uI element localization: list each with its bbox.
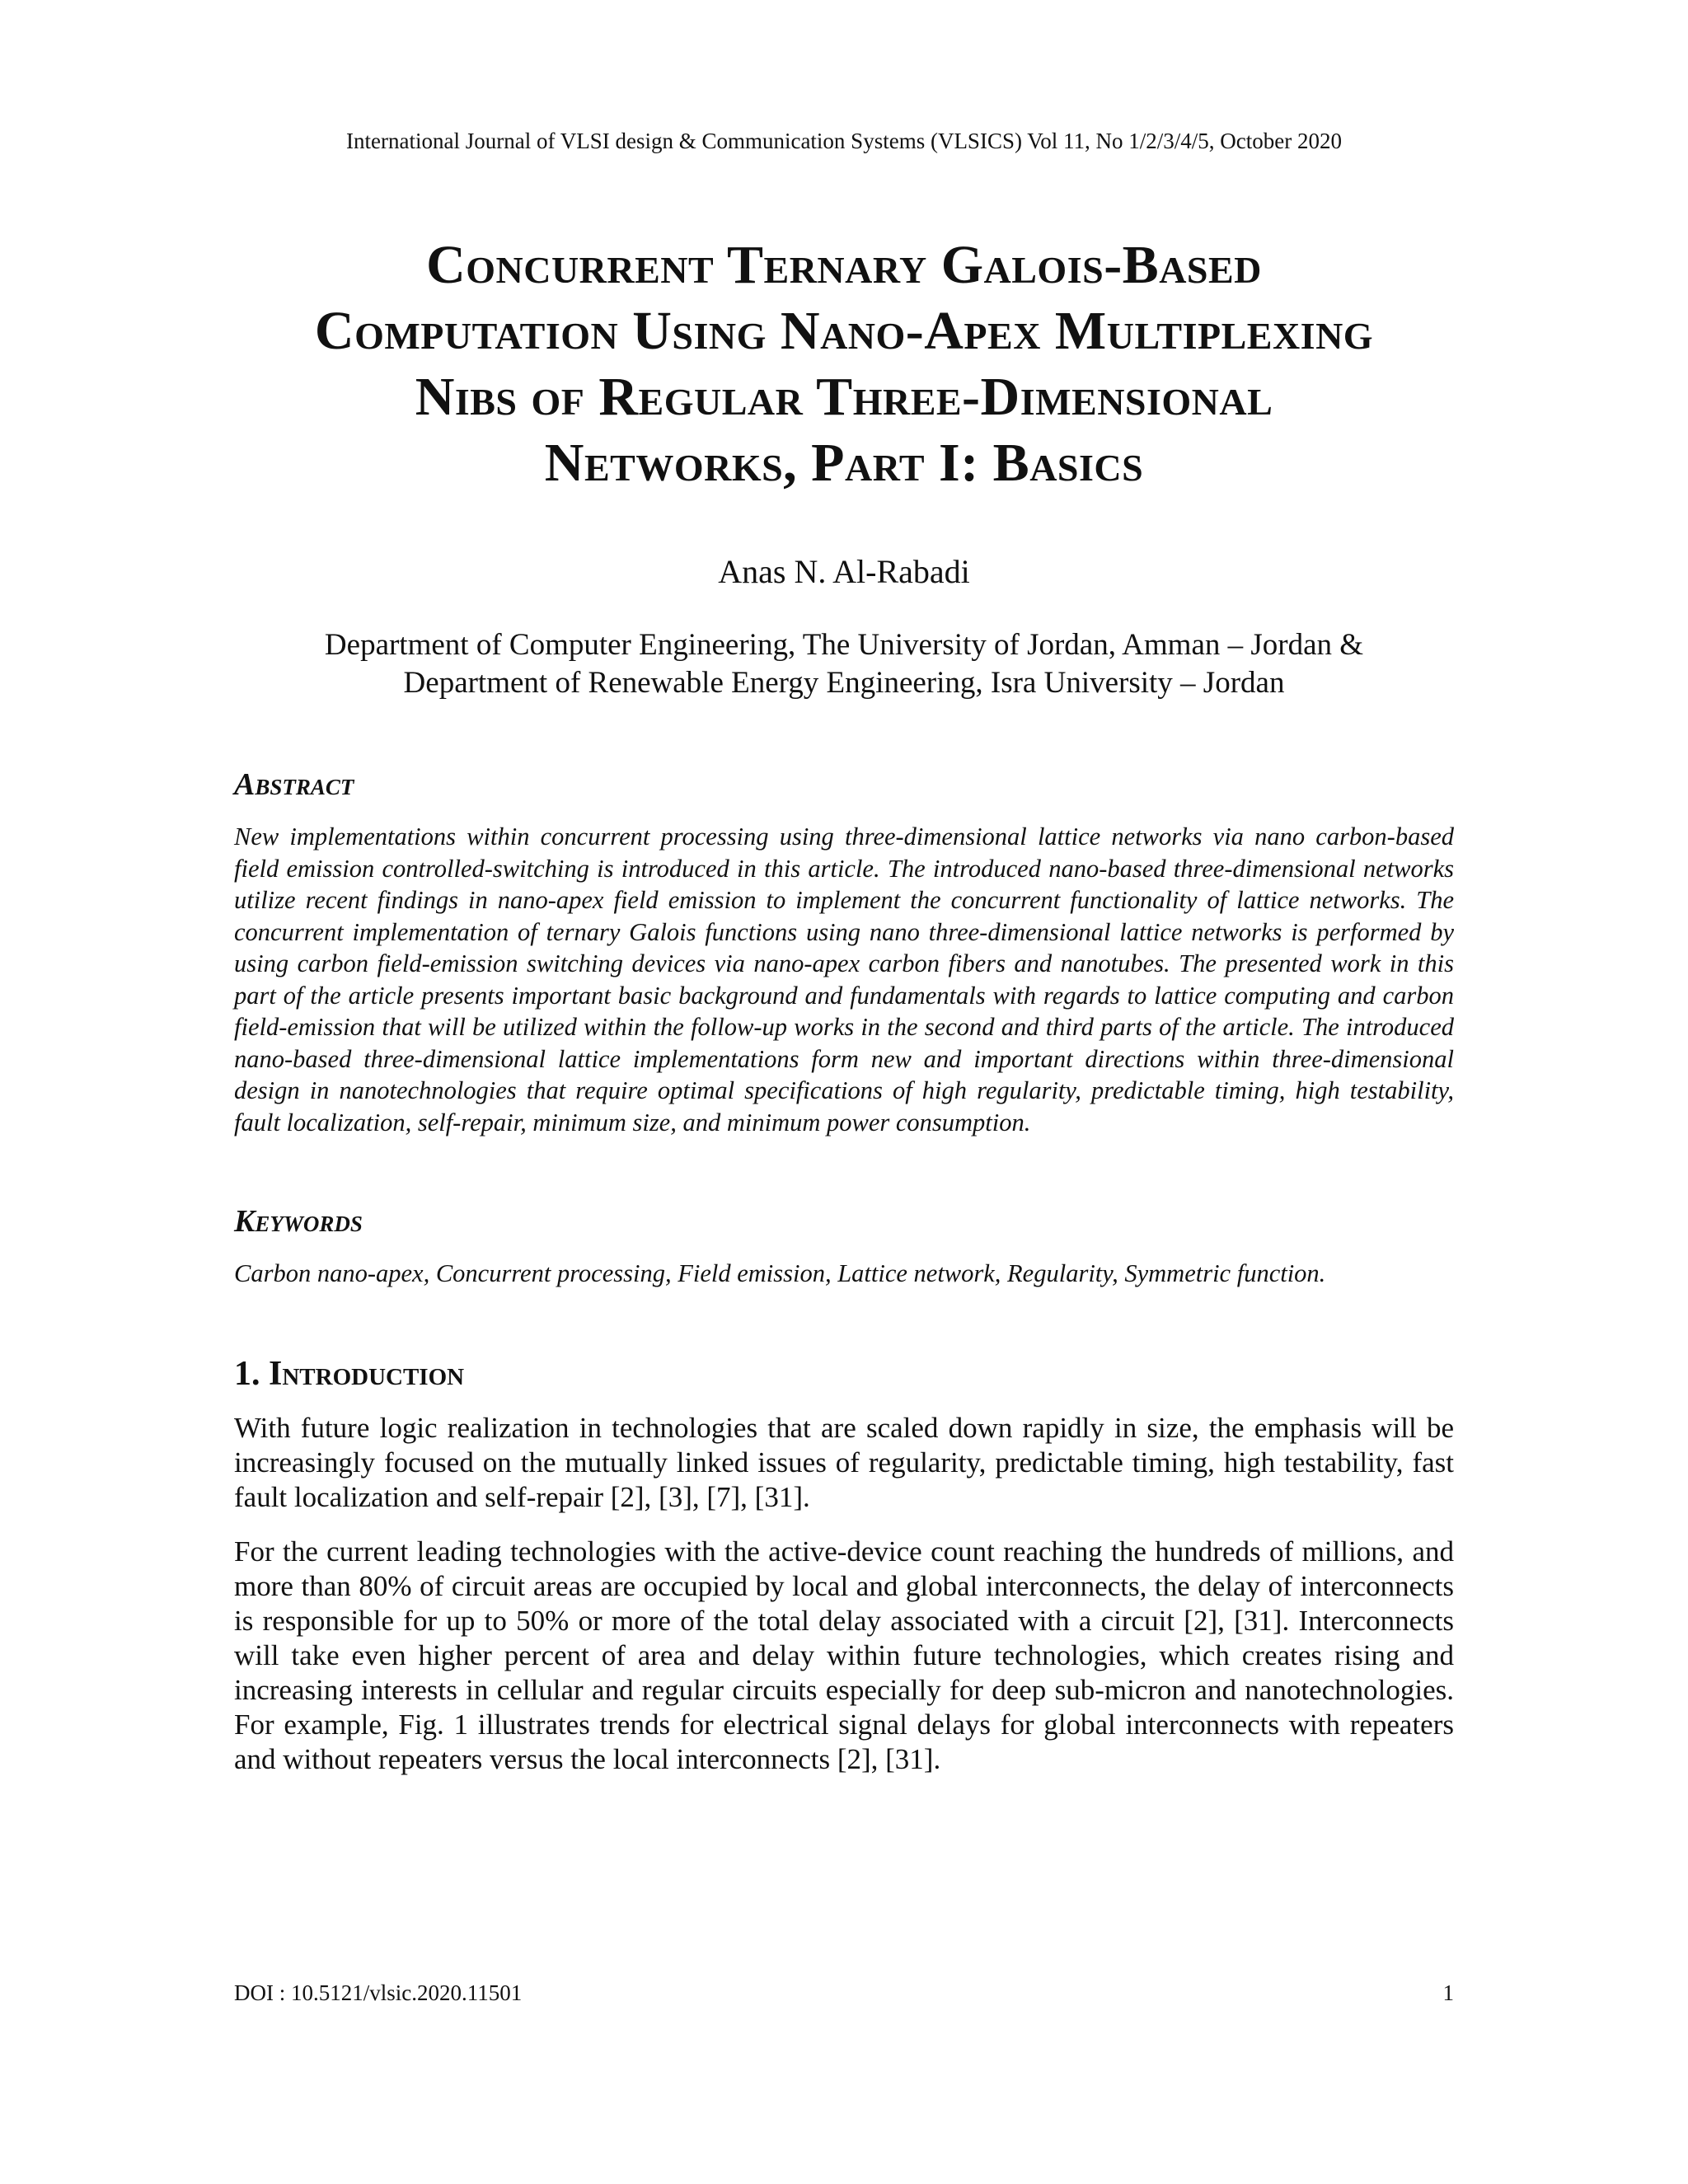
introduction-paragraph: For the current leading technologies with the active-device count reaching the hundreds of millions, and more than 80% of circuit areas are occupied by local and global interconnects, the delay of interconnects is responsible for up to 50% or more of the total delay associated with a circuit [2], [31]. Interconnects will take even higher percent of area and delay within future technologies, which creates rising and increasing interests in cellular and regular circuits especially for deep sub-micron and nanotechnologies. For example, Fig. 1 illustrates trends for electrical signal delays for global interconnects with repeaters and without repeaters versus the local interconnects [2], [31].	[234, 1535, 1454, 1775]
paper-title	[198, 232, 1490, 496]
introduction-paragraph: With future logic realization in technologies that are scaled down rapidly in size, the emphasis will be increasingly focused on the mutually linked issues of regularity, predictable timing, high testability, fast fault localization and self-repair [2], [3], [7], [31].	[234, 1412, 1454, 1513]
affiliation-line: Department of Renewable Energy Engineering, Isra University – Jordan	[403, 666, 1285, 700]
affiliation-line: Department of Computer Engineering, The University of Jordan, Amman – Jordan &	[324, 628, 1364, 662]
author-affiliation	[198, 626, 1490, 702]
title-line: Nibs of Regular Three-Dimensional	[415, 367, 1273, 427]
page-number: 1	[1442, 1980, 1454, 2005]
running-header: International Journal of VLSI design & Communication Systems (VLSICS) Vol 11, No 1/2/3/4/5, October 2020	[346, 129, 1342, 153]
keywords-heading: Keywords	[234, 1204, 363, 1239]
keywords-text: Carbon nano-apex, Concurrent processing, Field emission, Lattice network, Regularity, Symmetric function.	[234, 1259, 1326, 1287]
abstract-heading: Abstract	[234, 767, 354, 802]
author-name: Anas N. Al-Rabadi	[718, 553, 970, 590]
title-line: Concurrent Ternary Galois-Based	[426, 235, 1262, 295]
introduction-heading: 1. Introduction	[234, 1355, 465, 1393]
title-line: Computation Using Nano-Apex Multiplexing	[314, 301, 1374, 361]
title-line: Networks, Part I: Basics	[544, 433, 1144, 493]
abstract-text: New implementations within concurrent processing using three-dimensional lattice networks via nano carbon-based field emission controlled-switching is introduced in this article. The introduced nano-based three-dimensional networks utilize recent findings in nano-apex field emission to implement the concurrent functionality of lattice networks. The concurrent implementation of ternary Galois functions using nano three-dimensional lattice networks is performed by using carbon field-emission switching devices via nano-apex carbon fibers and nanotubes. The presented work in this part of the article presents important basic background and fundamentals with regards to lattice computing and carbon field-emission that will be utilized within the follow-up works in the second and third parts of the article. The introduced nano-based three-dimensional lattice implementations form new and important directions within three-dimensional design in nanotechnologies that require optimal specifications of high regularity, predictable timing, high testability, fault localization, self-repair, minimum size, and minimum power consumption.	[234, 823, 1454, 1137]
footer-doi: DOI : 10.5121/vlsic.2020.11501	[234, 1980, 523, 2005]
